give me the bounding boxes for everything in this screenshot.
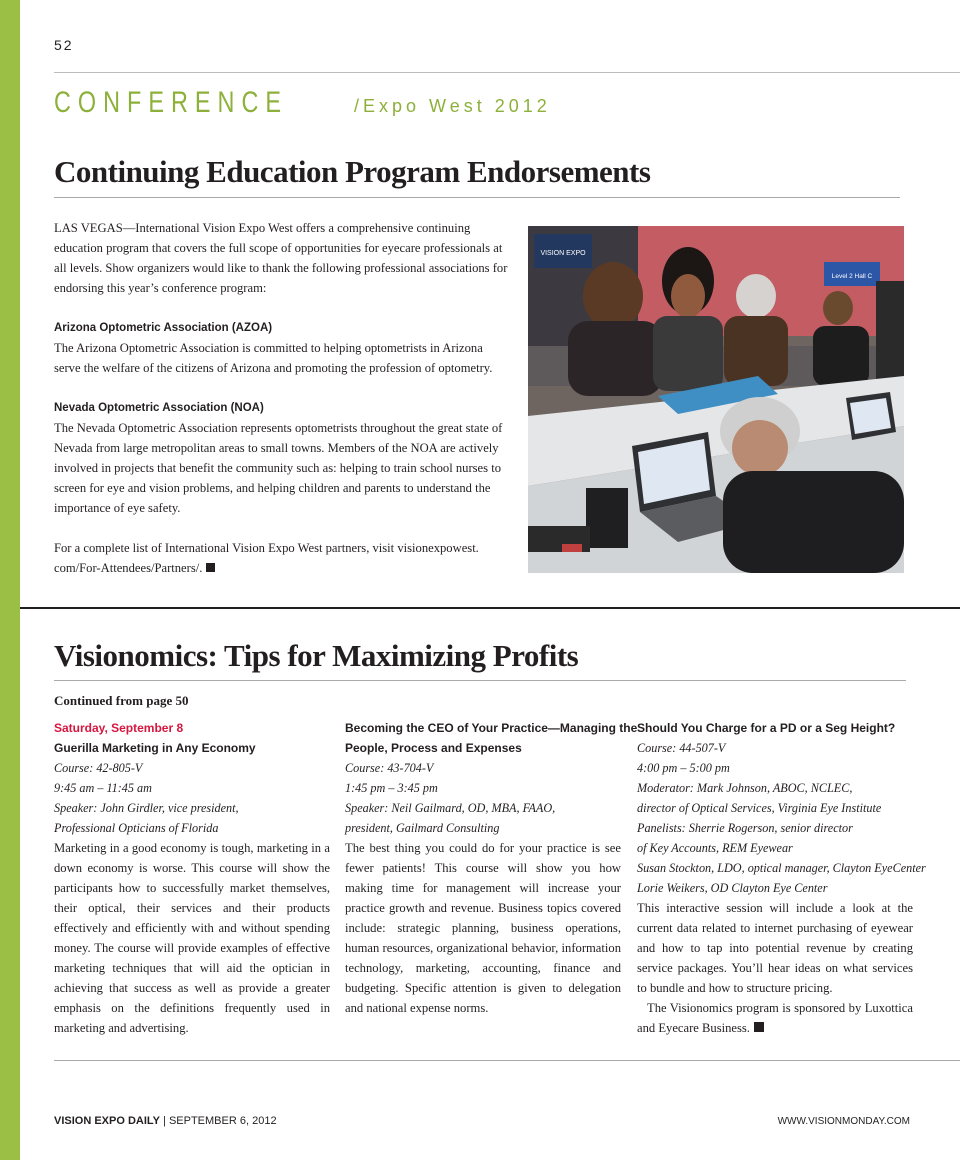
assoc-name-azoa: Arizona Optometric Association (AZOA): [54, 322, 273, 334]
article1-intro: LAS VEGAS—International Vision Expo West offers a comprehensive continuing education program that covers the full scope of opportunities for eyecare professionals at all levels. Show organizers would like to thank the following professional associations for endorsing this year’s conference program:: [54, 221, 508, 295]
closing-text: For a complete list of International Vision Expo West partners, visit visionexpowest. com/For-Attendees/Partners/.: [54, 541, 479, 575]
course-panelist-3: Lorie Weikers, OD Clayton Eye Center: [637, 881, 828, 895]
course-title: Should You Charge for a PD or a Seg Height?: [637, 721, 896, 735]
course-time: 1:45 pm – 3:45 pm: [345, 781, 438, 795]
page-number: 52: [54, 37, 74, 53]
course-speaker: Speaker: Neil Gailmard, OD, MBA, FAAO,: [345, 801, 556, 815]
day-kicker: Saturday, September 8: [54, 721, 184, 735]
assoc-name-noa: Nevada Optometric Association (NOA): [54, 402, 264, 414]
footer-publication: [54, 1115, 277, 1127]
course-panelist-1: Panelists: Sherrie Rogerson, senior director: [637, 821, 853, 835]
course-speaker-org: Professional Opticians of Florida: [54, 821, 219, 835]
assoc-desc-noa: The Nevada Optometric Association represents optometrists throughout the great state of Nevada from large metropolitan areas to small towns. Members of the NOA are actively involved in projects that benefit the community such as: helping to train school nurses to screen for eye and vision problems, and helping children and parents to understand the importance of eye safety.: [54, 421, 503, 515]
course-column-2: [345, 718, 638, 1018]
course-speaker-org: president, Gailmard Consulting: [345, 821, 500, 835]
course-speaker: Speaker: John Girdler, vice president,: [54, 801, 239, 815]
end-mark-icon: [206, 563, 215, 572]
course-description: The best thing you could do for your practice is see fewer patients! This course will show you how making time for management will increase your practice growth and revenue. Business topics covered include: strategic planning, business operations, human resources, organizational behavior, information technology, marketing, accounting, finance and budgeting. Specific attention is given to delegation and national expense norms.: [345, 841, 621, 1015]
course-title-line-2: People, Process and Expenses: [345, 741, 522, 755]
section-title: CONFERENCE: [54, 86, 289, 119]
photo-sign-text-1: VISION EXPO: [540, 250, 586, 257]
assoc-desc-azoa: The Arizona Optometric Association is committed to helping optometrists in Arizona serve the welfare of the citizens of Arizona and promoting the profession of optometry.: [54, 341, 493, 375]
course-time: 4:00 pm – 5:00 pm: [637, 761, 730, 775]
sponsor-text: The Visionomics program is sponsored by Luxottica and Eyecare Business.: [637, 1001, 913, 1035]
footer-url[interactable]: WWW.VISIONMONDAY.COM: [777, 1116, 910, 1127]
course-time: 9:45 am – 11:45 am: [54, 781, 152, 795]
green-sidebar-stripe: [0, 0, 20, 1160]
expo-photo: [528, 226, 904, 573]
course-code: Course: 44-507-V: [637, 741, 726, 755]
end-mark-icon: [754, 1022, 764, 1032]
article1-headline-rule: [54, 197, 900, 198]
footer-rule: [54, 1060, 960, 1061]
article2-headline: Visionomics: Tips for Maximizing Profits: [54, 638, 579, 673]
article2-headline-rule: [54, 680, 906, 681]
course-code: Course: 42-805-V: [54, 761, 143, 775]
article1-body: [54, 218, 512, 598]
article-divider: [20, 607, 960, 609]
course-description: Marketing in a good economy is tough, marketing in a down economy is worse. This course will show the participants how to successfully market themselves, their optical, their services and their products effectively and efficiently with and without spending money. The course will provide examples of effective marketing techniques that will aid the optician in achieving that success as well as provide a greater emphasis on the definitions frequently used in marketing and advertising.: [54, 841, 330, 1035]
course-title: Guerilla Marketing in Any Economy: [54, 741, 256, 755]
course-panelist-2: Susan Stockton, LDO, optical manager, Clayton EyeCenter: [637, 861, 926, 875]
expo-photo-illustration: [528, 226, 904, 573]
footer-brand: VISION EXPO DAILY: [54, 1115, 160, 1127]
header-rule: [54, 72, 960, 73]
course-panelist-1-org: of Key Accounts, REM Eyewear: [637, 841, 793, 855]
course-column-3: [637, 718, 926, 1038]
photo-sign-text-2: Level 2 Hall C: [831, 273, 873, 280]
sponsor-note: [637, 998, 913, 1038]
footer-date: SEPTEMBER 6, 2012: [168, 1115, 277, 1127]
course-moderator-org: director of Optical Services, Virginia Eye Institute: [637, 801, 882, 815]
course-moderator: Moderator: Mark Johnson, ABOC, NCLEC,: [637, 781, 853, 795]
section-subtitle: Expo West 2012: [363, 96, 551, 116]
section-slash: /: [354, 96, 364, 116]
footer-separator: |: [159, 1115, 169, 1127]
section-header: [54, 86, 551, 120]
article1-headline: Continuing Education Program Endorsements: [54, 154, 651, 189]
course-description: This interactive session will include a look at the current data related to internet purchasing of eyewear and how to tap into potential revenue by creating service packages. You’ll hear ideas on what services to bundle and how to structure pricing.: [637, 901, 913, 995]
course-title-line-1: Becoming the CEO of Your Practice—Managing the: [345, 721, 638, 735]
course-code: Course: 43-704-V: [345, 761, 434, 775]
article1-closing: [54, 538, 512, 578]
course-column-1: [54, 718, 330, 1038]
continued-note: Continued from page 50: [54, 693, 189, 708]
